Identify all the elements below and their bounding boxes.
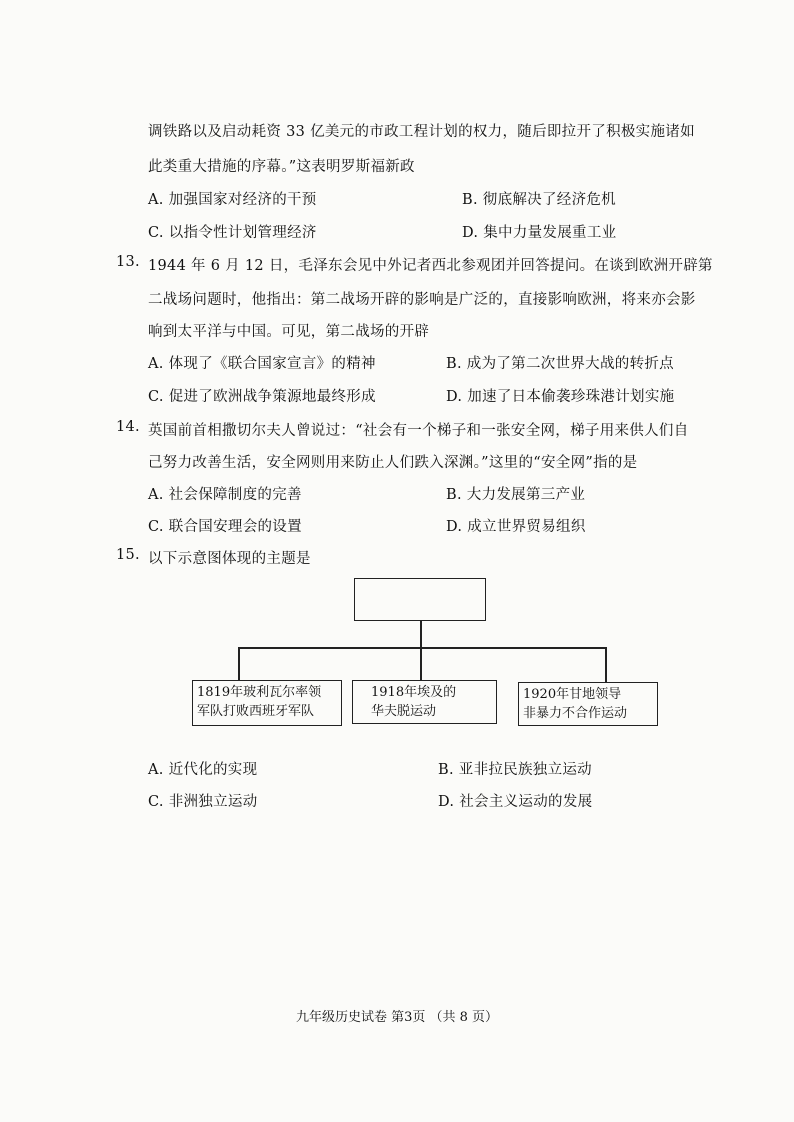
q12-option-d: D. 集中力量发展重工业: [462, 225, 617, 241]
q13-option-c: C. 促进了欧洲战争策源地最终形成: [148, 389, 376, 405]
diagram-connector-left: [238, 647, 240, 680]
diagram-box-egypt-line1: 1918年埃及的: [371, 685, 457, 700]
q12-stem-line1: 调铁路以及启动耗资 33 亿美元的市政工程计划的权力，随后即拉开了积极实施诸如: [148, 124, 695, 140]
q14-option-d: D. 成立世界贸易组织: [446, 519, 586, 535]
diagram-top-box: [354, 578, 486, 621]
q13-option-d: D. 加速了日本偷袭珍珠港计划实施: [446, 389, 675, 405]
q14-option-a: A. 社会保障制度的完善: [148, 487, 302, 503]
diagram-connector-horizontal: [238, 647, 606, 649]
q14-stem-line1: 英国前首相撒切尔夫人曾说过：“社会有一个梯子和一张安全网，梯子用来供人们自: [148, 423, 689, 439]
q15-number: 15.: [116, 547, 140, 563]
q14-option-c: C. 联合国安理会的设置: [148, 519, 302, 535]
q15-option-a: A. 近代化的实现: [148, 762, 258, 778]
q15-option-b: B. 亚非拉民族独立运动: [438, 762, 592, 778]
q13-option-a: A. 体现了《联合国家宣言》的精神: [148, 356, 376, 372]
diagram-box-egypt: [352, 680, 497, 724]
q13-stem-line3: 响到太平洋与中国。可见，第二战场的开辟: [148, 324, 430, 340]
diagram-box-bolivar: [192, 680, 342, 726]
diagram-box-gandhi-line1: 1920年甘地领导: [523, 687, 622, 702]
q12-option-c: C. 以指令性计划管理经济: [148, 225, 317, 241]
q15-stem: 以下示意图体现的主题是: [148, 551, 311, 567]
diagram-box-gandhi-line2: 非暴力不合作运动: [523, 706, 628, 721]
q14-stem-line2: 己努力改善生活，安全网则用来防止人们跌入深渊。”这里的“安全网”指的是: [148, 455, 638, 471]
diagram-box-gandhi: [518, 682, 658, 726]
q15-option-d: D. 社会主义运动的发展: [438, 794, 593, 810]
q14-number: 14.: [116, 419, 140, 435]
diagram-connector-right: [605, 647, 607, 682]
q13-number: 13.: [116, 254, 140, 270]
diagram-box-egypt-line2: 华夫脱运动: [371, 704, 437, 719]
q12-stem-line2: 此类重大措施的序幕。”这表明罗斯福新政: [148, 159, 415, 175]
q13-stem-line1: 1944 年 6 月 12 日，毛泽东会见中外记者西北参观团并回答提问。在谈到欧洲开辟第: [148, 258, 713, 274]
q12-option-b: B. 彻底解决了经济危机: [462, 192, 616, 208]
q13-stem-line2: 二战场问题时，他指出：第二战场开辟的影响是广泛的，直接影响欧洲，将来亦会影: [148, 292, 696, 308]
diagram-connector-middle: [420, 647, 422, 680]
diagram-box-bolivar-line2: 军队打败西班牙军队: [197, 704, 315, 719]
q12-option-a: A. 加强国家对经济的干预: [148, 192, 317, 208]
q13-option-b: B. 成为了第二次世界大战的转折点: [446, 356, 674, 372]
diagram-box-bolivar-line1: 1819年玻利瓦尔率领: [197, 685, 322, 700]
q15-option-c: C. 非洲独立运动: [148, 794, 258, 810]
q14-option-b: B. 大力发展第三产业: [446, 487, 586, 503]
diagram-connector-vertical: [420, 621, 422, 648]
page-footer: 九年级历史试卷 第3页 （共 8 页）: [295, 1010, 499, 1025]
